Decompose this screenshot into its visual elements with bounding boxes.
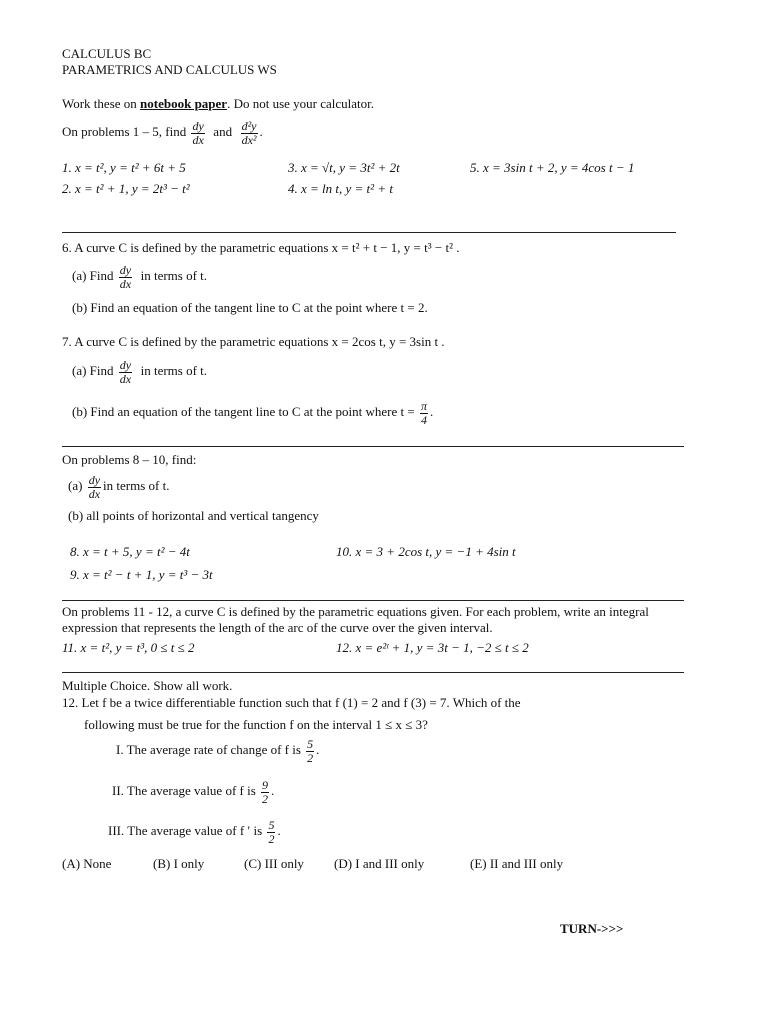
mc-choice-a: (A) None [62,856,112,871]
problem-9: 9. x = t² − t + 1, y = t³ − 3t [70,567,213,582]
divider [62,672,684,673]
frac-denominator: dx [88,486,101,501]
problem-7-stem: 7. A curve C is defined by the parametric equations x = 2cos t, y = 3sin t . [62,334,445,349]
problem-1: 1. x = t², y = t² + 6t + 5 [62,160,186,175]
five-halves-fraction [267,819,275,846]
mc-statement-iii: III. The average value of f ′ is $\frac{5}{2}$ . [108,817,281,846]
p7a-post: in terms of t. [140,363,208,378]
problem-6a [72,262,207,291]
instructions [62,96,374,111]
divider [62,600,684,601]
divider [62,232,676,233]
instr1-text: On problems 1 – 5, find [62,124,187,139]
problems-1-5-instructions [62,118,263,147]
frac-denominator: 2 [307,750,314,765]
mc-header: Multiple Choice. Show all work. [62,678,233,693]
section-8-10-intro: On problems 8 – 10, find: [62,452,197,467]
part-a-pre: (a) [68,478,83,493]
dy-dx-fraction [88,474,101,501]
frac-denominator: dx² [241,132,257,147]
section-11-12-intro-1: On problems 11 - 12, a curve C is defined by the parametric equations given. For each problem, write an integral [62,604,649,619]
nine-halves-fraction [261,779,269,806]
frac-denominator: 2 [268,831,275,846]
mc-statement-ii: II. The average value of f is $\frac{9}{2}$ . [112,777,275,806]
frac-numerator: dy [88,472,101,487]
frac-denominator: dx [119,276,132,291]
worksheet-title: PARAMETRICS AND CALCULUS WS [62,62,277,77]
frac-numerator: 5 [307,736,314,751]
frac-denominator: dx [192,132,204,147]
problem-5: 5. x = 3sin t + 2, y = 4cos t − 1 [470,160,635,175]
instructions-pre: Work these on [62,96,141,111]
mc-question-line-1: 12. Let f be a twice differentiable function such that f (1) = 2 and f (3) = 7. Which of the [62,695,521,710]
problem-6b: (b) Find an equation of the tangent line to C at the point where t = 2. [72,300,428,315]
instructions-post: . Do not use your calculator. [227,96,375,111]
instr1-and: and [213,124,233,139]
dy-dx-fraction [119,359,132,386]
mc-choice-b: (B) I only [153,856,205,871]
frac-numerator: d²y [241,118,257,133]
frac-numerator: π [420,398,427,413]
dy-dx-fraction [119,264,132,291]
p7a-pre: (a) Find [72,363,114,378]
divider [62,446,684,447]
problem-11: 11. x = t², y = t³, 0 ≤ t ≤ 2 [62,640,195,655]
d2y-dx2-fraction [241,120,258,147]
pi-over-4-fraction [420,400,428,427]
mc-choice-d: (D) I and III only [334,856,425,871]
problem-7a [72,357,207,386]
statement-iii-text: III. The average value of f ′ is [108,823,263,838]
instructions-emphasis: notebook paper [140,96,228,111]
p6a-pre: (a) Find [72,268,114,283]
turn-page-note: TURN->>> [560,921,624,936]
problem-6-stem: 6. A curve C is defined by the parametric equations x = t² + t − 1, y = t³ − t² . [62,240,460,255]
problem-8: 8. x = t + 5, y = t² − 4t [70,544,190,559]
dy-dx-fraction [191,120,204,147]
p7b-pre: (b) Find an equation of the tangent line to C at the point where t = [72,404,415,419]
frac-denominator: dx [119,371,132,386]
part-a-post: in terms of t. [103,478,170,493]
section-8-10-part-a [68,472,169,501]
problem-4: 4. x = ln t, y = t² + t [288,181,393,196]
problem-12-arc: 12. x = e²ᵗ + 1, y = 3t − 1, −2 ≤ t ≤ 2 [336,640,529,655]
statement-ii-text: II. The average value of f is [112,783,256,798]
five-halves-fraction [306,738,314,765]
problem-7b [72,398,433,427]
frac-numerator: dy [192,118,204,133]
frac-numerator: 9 [262,777,269,792]
frac-denominator: 4 [420,412,427,427]
frac-numerator: dy [119,357,132,372]
mc-question-line-2: following must be true for the function f on the interval 1 ≤ x ≤ 3? [84,717,428,732]
problem-3: 3. x = √t, y = 3t² + 2t [288,160,400,175]
p6a-post: in terms of t. [140,268,208,283]
mc-choice-e: (E) II and III only [470,856,564,871]
statement-i-text: I. The average rate of change of f is [116,742,301,757]
problem-2: 2. x = t² + 1, y = 2t³ − t² [62,181,190,196]
mc-statement-i: I. The average rate of change of f is $\frac{5}{2}$ . [116,736,320,765]
instr1-end: . [259,124,263,139]
frac-numerator: dy [119,262,132,277]
frac-denominator: 2 [262,791,269,806]
section-8-10-part-b: (b) all points of horizontal and vertical tangency [68,508,319,523]
mc-choice-c: (C) III only [244,856,304,871]
section-11-12-intro-2: expression that represents the length of the arc of the curve over the given interval. [62,620,493,635]
p7b-end: . [430,404,434,419]
problem-10: 10. x = 3 + 2cos t, y = −1 + 4sin t [336,544,516,559]
frac-numerator: 5 [268,817,275,832]
worksheet-course: CALCULUS BC [62,46,152,61]
